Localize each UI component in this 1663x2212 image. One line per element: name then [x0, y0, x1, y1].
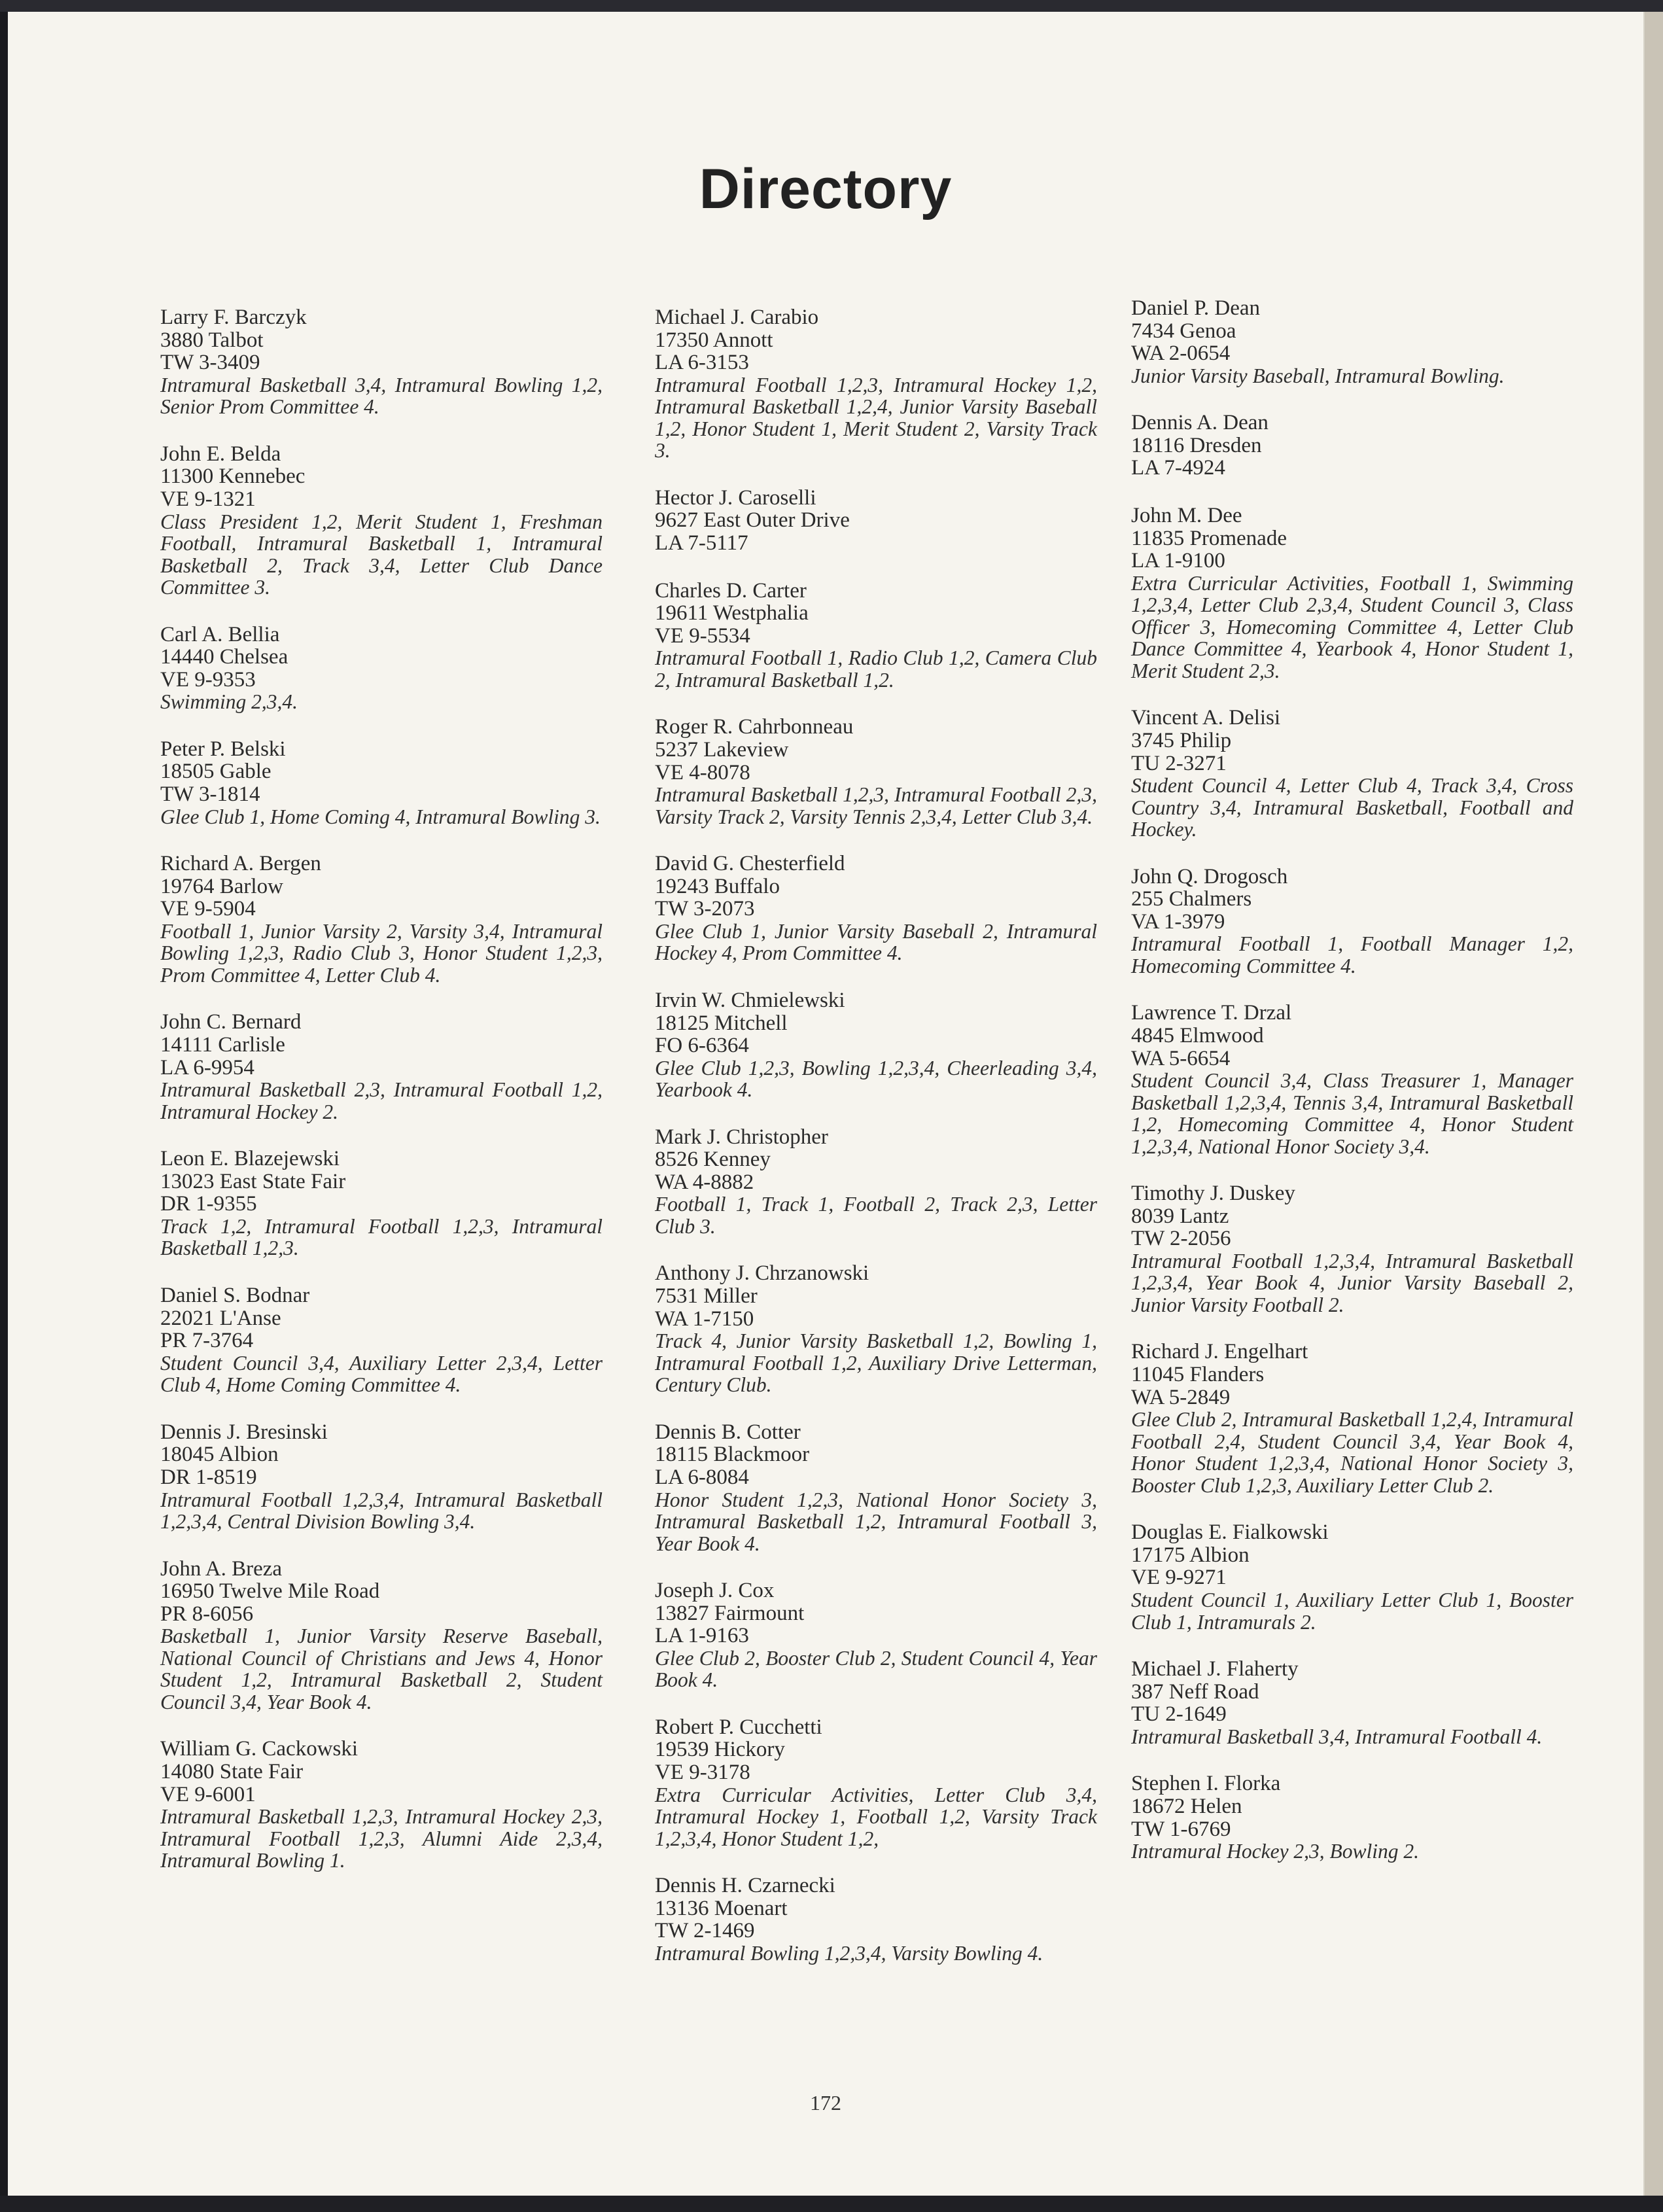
phone-number: TU 2-1649 — [1131, 1702, 1227, 1727]
student-name: Vincent A. Delisi — [1131, 706, 1281, 730]
directory-entry — [655, 1126, 1097, 1238]
directory-entry — [1131, 1341, 1573, 1496]
street-address: 19611 Westphalia — [655, 601, 809, 625]
phone-number: LA 1-9100 — [1131, 549, 1225, 573]
directory-entry — [160, 738, 603, 828]
activities-list: Intramural Football 1,2,3, Intramural Hockey 1,2, Intramural Basketball 1,2,4, Junior Varsity Baseball 1,2, Honor Student 1, Merit Student 2, Varsity Track 3. — [655, 373, 1097, 463]
directory-entry — [655, 989, 1097, 1101]
directory-entry — [1131, 866, 1573, 977]
phone-number: VE 9-6001 — [160, 1782, 256, 1806]
directory-column-1 — [160, 306, 603, 1897]
activities-list: Intramural Basketball 3,4, Intramural Football 4. — [1131, 1725, 1543, 1748]
phone-number: VA 1-3979 — [1131, 909, 1225, 934]
scan-top-border — [0, 0, 1663, 12]
directory-entry — [160, 1284, 603, 1396]
street-address: 18672 Helen — [1131, 1794, 1242, 1818]
directory-column-2 — [655, 306, 1097, 1989]
phone-number: VE 9-5904 — [160, 897, 256, 921]
street-address: 19764 Barlow — [160, 874, 283, 898]
phone-number: FO 6-6364 — [655, 1034, 749, 1058]
directory-entry — [655, 580, 1097, 692]
street-address: 14111 Carlisle — [160, 1033, 285, 1057]
street-address: 8039 Lantz — [1131, 1204, 1229, 1228]
student-name: Leon E. Blazejewski — [160, 1147, 340, 1171]
student-name: Stephen I. Florka — [1131, 1772, 1281, 1796]
directory-entry — [1131, 297, 1573, 387]
activities-list: Extra Curricular Activities, Letter Club 3,4, Intramural Hockey 1, Football 1,2, Varsity Track 1,2,3,4, Honor Student 1,2, — [655, 1783, 1097, 1850]
directory-entry — [1131, 1772, 1573, 1862]
activities-list: Extra Curricular Activities, Football 1, Swimming 1,2,3,4, Letter Club 2,3,4, Student Council 3, Class Officer 3, Homecoming Committee 4, Letter Club Dance Committee 4, Yearbook 4, Honor Student 1, Merit Student 2,3. — [1131, 571, 1573, 682]
directory-entry — [1131, 412, 1573, 480]
activities-list: Intramural Basketball 2,3, Intramural Football 1,2, Intramural Hockey 2. — [160, 1078, 603, 1123]
street-address: 14080 State Fair — [160, 1759, 304, 1783]
directory-entry — [160, 1558, 603, 1713]
phone-number: LA 1-9163 — [655, 1624, 749, 1648]
street-address: 13827 Fairmount — [655, 1601, 805, 1625]
phone-number: TW 2-2056 — [1131, 1227, 1231, 1251]
street-address: 22021 L'Anse — [160, 1306, 281, 1330]
phone-number: DR 1-8519 — [160, 1465, 257, 1489]
phone-number: PR 7-3764 — [160, 1329, 254, 1353]
activities-list: Junior Varsity Baseball, Intramural Bowling. — [1131, 364, 1505, 387]
student-name: John E. Belda — [160, 442, 281, 466]
phone-number: WA 5-2849 — [1131, 1385, 1231, 1409]
activities-list: Glee Club 2, Booster Club 2, Student Council 4, Year Book 4. — [655, 1646, 1097, 1692]
directory-entry — [655, 1579, 1097, 1691]
activities-list: Swimming 2,3,4. — [160, 690, 298, 714]
activities-list: Student Council 3,4, Class Treasurer 1, Manager Basketball 1,2,3,4, Tennis 3,4, Intramural Basketball 1,2, Homecoming Committee 4, Honor Student 1,2,3,4, National Honor Society 3,4. — [1131, 1069, 1573, 1158]
student-name: Irvin W. Chmielewski — [655, 988, 845, 1012]
activities-list: Student Council 4, Letter Club 4, Track 3,4, Cross Country 3,4, Intramural Basketball, Football and Hockey. — [1131, 774, 1573, 841]
student-name: John A. Breza — [160, 1556, 283, 1581]
directory-entry — [655, 1262, 1097, 1396]
phone-number: VE 4-8078 — [655, 760, 750, 784]
phone-number: LA 6-8084 — [655, 1465, 749, 1489]
phone-number: TW 3-1814 — [160, 782, 260, 807]
directory-column-3 — [1131, 297, 1573, 1887]
directory-entry — [160, 1148, 603, 1259]
street-address: 4845 Elmwood — [1131, 1024, 1264, 1047]
directory-page — [8, 12, 1645, 2196]
street-address: 11835 Promenade — [1131, 526, 1287, 550]
student-name: Daniel P. Dean — [1131, 296, 1261, 320]
student-name: Richard A. Bergen — [160, 852, 321, 876]
directory-entry — [1131, 1658, 1573, 1747]
directory-entry — [655, 1874, 1097, 1964]
activities-list: Student Council 3,4, Auxiliary Letter 2,3,4, Letter Club 4, Home Coming Committee 4. — [160, 1351, 603, 1397]
street-address: 3745 Philip — [1131, 728, 1232, 752]
directory-entry — [655, 716, 1097, 828]
scan-bottom-border — [0, 2196, 1663, 2212]
student-name: John C. Bernard — [160, 1010, 302, 1034]
student-name: Dennis J. Bresinski — [160, 1420, 328, 1444]
student-name: David G. Chesterfield — [655, 852, 845, 876]
activities-list: Intramural Football 1,2,3,4, Intramural Basketball 1,2,3,4, Year Book 4, Junior Varsity Baseball 2, Junior Varsity Football 2. — [1131, 1249, 1573, 1316]
phone-number: VE 9-9271 — [1131, 1566, 1227, 1590]
student-name: John M. Dee — [1131, 504, 1242, 528]
phone-number: LA 7-4924 — [1131, 456, 1225, 480]
street-address: 5237 Lakeview — [655, 737, 789, 762]
street-address: 18116 Dresden — [1131, 433, 1262, 457]
page-number: 172 — [810, 2091, 841, 2115]
student-name: Douglas E. Fialkowski — [1131, 1520, 1329, 1545]
scan-right-edge — [1643, 12, 1663, 2196]
directory-entry — [160, 443, 603, 599]
street-address: 18505 Gable — [160, 760, 271, 784]
student-name: Mark J. Christopher — [655, 1125, 828, 1149]
phone-number: PR 8-6056 — [160, 1602, 254, 1626]
student-name: Roger R. Cahrbonneau — [655, 715, 854, 739]
street-address: 17175 Albion — [1131, 1543, 1250, 1567]
street-address: 19539 Hickory — [655, 1738, 785, 1762]
directory-entry — [655, 1421, 1097, 1554]
student-name: Carl A. Bellia — [160, 622, 280, 646]
activities-list: Intramural Football 1,2,3,4, Intramural Basketball 1,2,3,4, Central Division Bowling 3,4. — [160, 1488, 603, 1534]
activities-list: Glee Club 2, Intramural Basketball 1,2,4, Intramural Football 2,4, Student Council 3,4, Year Book 4, Honor Student 1,2,3,4, National Honor Society 3, Booster Club 1,2,3, Auxiliary Letter Club 2. — [1131, 1408, 1573, 1497]
phone-number: VE 9-1321 — [160, 487, 256, 511]
directory-entry — [1131, 504, 1573, 682]
student-name: Michael J. Flaherty — [1131, 1657, 1299, 1681]
activities-list: Track 4, Junior Varsity Basketball 1,2, Bowling 1, Intramural Football 1,2, Auxiliary Drive Letterman, Century Club. — [655, 1329, 1097, 1397]
phone-number: DR 1-9355 — [160, 1192, 257, 1216]
phone-number: WA 5-6654 — [1131, 1046, 1231, 1070]
activities-list: Student Council 1, Auxiliary Letter Club 1, Booster Club 1, Intramurals 2. — [1131, 1589, 1573, 1634]
directory-entry — [1131, 1182, 1573, 1316]
directory-entry — [160, 1738, 603, 1871]
activities-list: Honor Student 1,2,3, National Honor Society 3, Intramural Basketball 1,2, Intramural Football 3, Year Book 4. — [655, 1488, 1097, 1555]
phone-number: VE 9-5534 — [655, 623, 750, 648]
directory-entry — [655, 1716, 1097, 1850]
phone-number: VE 9-3178 — [655, 1761, 750, 1784]
phone-number: VE 9-9353 — [160, 667, 256, 692]
activities-list: Intramural Basketball 1,2,3, Intramural Football 2,3, Varsity Track 2, Varsity Tennis 2,3,4, Letter Club 3,4. — [655, 783, 1097, 828]
street-address: 3880 Talbot — [160, 328, 264, 352]
street-address: 13023 East State Fair — [160, 1169, 346, 1193]
activities-list: Class President 1,2, Merit Student 1, Freshman Football, Intramural Basketball 1, Intramural Basketball 2, Track 3,4, Letter Club Dance Committee 3. — [160, 510, 603, 599]
street-address: 7531 Miller — [655, 1284, 758, 1308]
directory-entry — [160, 306, 603, 418]
phone-number: TU 2-3271 — [1131, 751, 1227, 775]
student-name: Larry F. Barczyk — [160, 306, 307, 329]
phone-number: LA 7-5117 — [655, 531, 748, 555]
directory-entry — [160, 1421, 603, 1533]
phone-number: LA 6-9954 — [160, 1055, 254, 1080]
student-name: Lawrence T. Drzal — [1131, 1001, 1292, 1025]
phone-number: TW 3-2073 — [655, 897, 755, 921]
student-name: Anthony J. Chrzanowski — [655, 1261, 869, 1286]
page-title: Directory — [699, 158, 953, 220]
activities-list: Intramural Basketball 1,2,3, Intramural Hockey 2,3, Intramural Football 1,2,3, Alumni Aide 2,3,4, Intramural Bowling 1. — [160, 1805, 603, 1872]
activities-list: Intramural Football 1, Radio Club 1,2, Camera Club 2, Intramural Basketball 1,2. — [655, 646, 1097, 692]
student-name: Robert P. Cucchetti — [655, 1715, 822, 1739]
activities-list: Basketball 1, Junior Varsity Reserve Baseball, National Council of Christians and Jews 4, Honor Student 1,2, Intramural Basketball 2, Student Council 3,4, Year Book 4. — [160, 1624, 603, 1713]
street-address: 9627 East Outer Drive — [655, 508, 850, 533]
directory-entry — [160, 623, 603, 713]
activities-list: Track 1,2, Intramural Football 1,2,3, Intramural Basketball 1,2,3. — [160, 1214, 603, 1260]
student-name: Richard J. Engelhart — [1131, 1340, 1308, 1364]
activities-list: Glee Club 1, Junior Varsity Baseball 2, Intramural Hockey 4, Prom Committee 4. — [655, 919, 1097, 965]
phone-number: WA 2-0654 — [1131, 342, 1231, 366]
street-address: 18045 Albion — [160, 1443, 279, 1467]
street-address: 11300 Kennebec — [160, 465, 306, 489]
student-name: William G. Cackowski — [160, 1737, 359, 1761]
phone-number: TW 3-3409 — [160, 351, 260, 375]
activities-list: Glee Club 1,2,3, Bowling 1,2,3,4, Cheerleading 3,4, Yearbook 4. — [655, 1056, 1097, 1102]
directory-entry — [655, 306, 1097, 462]
phone-number: WA 1-7150 — [655, 1307, 754, 1331]
street-address: 8526 Kenney — [655, 1148, 771, 1172]
directory-entry — [160, 852, 603, 986]
activities-list: Intramural Hockey 2,3, Bowling 2. — [1131, 1840, 1420, 1863]
street-address: 16950 Twelve Mile Road — [160, 1579, 380, 1604]
street-address: 19243 Buffalo — [655, 874, 780, 898]
street-address: 7434 Genoa — [1131, 319, 1236, 343]
phone-number: LA 6-3153 — [655, 351, 749, 375]
directory-entry — [655, 487, 1097, 555]
student-name: Michael J. Carabio — [655, 306, 819, 329]
student-name: Charles D. Carter — [655, 578, 807, 603]
street-address: 17350 Annott — [655, 328, 773, 352]
student-name: Hector J. Caroselli — [655, 485, 816, 510]
street-address: 11045 Flanders — [1131, 1363, 1265, 1387]
student-name: Peter P. Belski — [160, 737, 286, 761]
phone-number: WA 4-8882 — [655, 1170, 754, 1194]
street-address: 387 Neff Road — [1131, 1679, 1259, 1704]
directory-entry — [1131, 1002, 1573, 1157]
student-name: Daniel S. Bodnar — [160, 1283, 310, 1307]
activities-list: Intramural Basketball 3,4, Intramural Bowling 1,2, Senior Prom Committee 4. — [160, 373, 603, 419]
student-name: John Q. Drogosch — [1131, 864, 1288, 888]
activities-list: Intramural Football 1, Football Manager 1,2, Homecoming Committee 4. — [1131, 932, 1573, 977]
student-name: Timothy J. Duskey — [1131, 1182, 1295, 1206]
activities-list: Intramural Bowling 1,2,3,4, Varsity Bowling 4. — [655, 1941, 1043, 1965]
student-name: Dennis B. Cotter — [655, 1420, 801, 1444]
phone-number: TW 2-1469 — [655, 1919, 755, 1943]
street-address: 255 Chalmers — [1131, 887, 1252, 911]
street-address: 18125 Mitchell — [655, 1011, 788, 1035]
street-address: 14440 Chelsea — [160, 645, 289, 669]
street-address: 13136 Moenart — [655, 1896, 788, 1920]
activities-list: Football 1, Junior Varsity 2, Varsity 3,4, Intramural Bowling 1,2,3, Radio Club 3, Honor Student 1,2,3, Prom Committee 4, Letter Club 4. — [160, 919, 603, 987]
student-name: Joseph J. Cox — [655, 1579, 775, 1603]
student-name: Dennis A. Dean — [1131, 411, 1269, 435]
directory-entry — [1131, 707, 1573, 840]
activities-list: Glee Club 1, Home Coming 4, Intramural Bowling 3. — [160, 805, 601, 828]
directory-entry — [655, 852, 1097, 964]
directory-entry — [1131, 1521, 1573, 1633]
student-name: Dennis H. Czarnecki — [655, 1874, 835, 1898]
street-address: 18115 Blackmoor — [655, 1443, 810, 1467]
activities-list: Football 1, Track 1, Football 2, Track 2,3, Letter Club 3. — [655, 1193, 1097, 1238]
directory-entry — [160, 1011, 603, 1123]
phone-number: TW 1-6769 — [1131, 1817, 1231, 1841]
